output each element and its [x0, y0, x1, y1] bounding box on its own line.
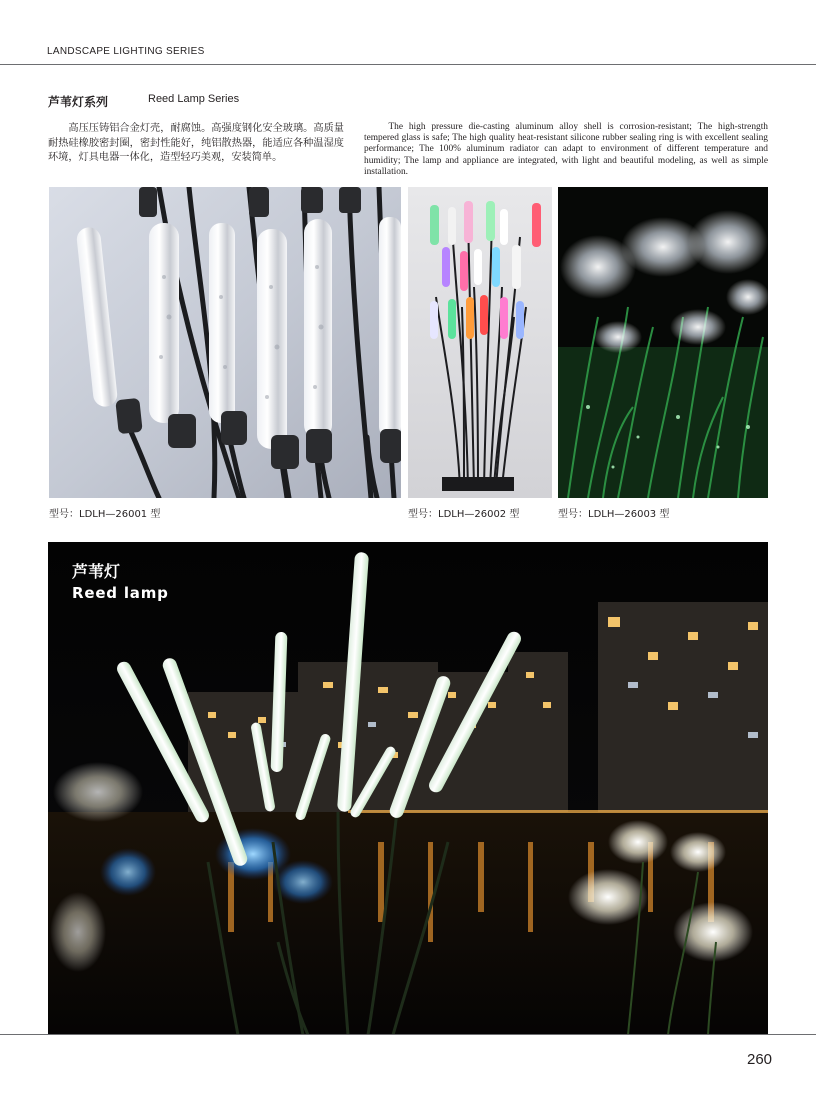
- header-divider: [0, 64, 816, 65]
- footer-divider: [0, 1034, 816, 1035]
- series-header: LANDSCAPE LIGHTING SERIES: [47, 46, 205, 57]
- model-label-26001: 型号：LDLH—26001 型: [49, 509, 161, 520]
- banner-title-cn: 芦苇灯: [72, 562, 121, 581]
- description-cn: 高压压铸铝合金灯壳，耐腐蚀。高强度钢化安全玻璃。高质量耐热硅橡胶密封圈，密封性能好，纯铝散热器，能适应各种温湿度环境，灯具电器一体化，造型轻巧美观，安装简单。: [48, 123, 344, 163]
- banner-title-en: Reed lamp: [72, 584, 169, 602]
- section-title-cn: 芦苇灯系列: [48, 95, 109, 109]
- section-title-en: Reed Lamp Series: [148, 93, 240, 105]
- product-photo-26001: [49, 187, 401, 498]
- product-photo-26003: [558, 187, 768, 498]
- description-en: The high pressure die-casting aluminum alloy shell is corrosion-resistant; The high-strength tempered glass is safe; The high quality heat-resistant silicone rubber sealing ring is with excellent sealing performance; The 100% aluminum radiator can adapt to environment of different temperature and humidity; The lamp and appliance are integrated, with light and beautiful modeling, as well as simple installation.: [364, 122, 768, 177]
- page-number: 260: [747, 1051, 773, 1068]
- model-label-26002: 型号：LDLH—26002 型: [408, 509, 520, 520]
- product-photo-26002: [408, 187, 552, 498]
- model-label-26003: 型号：LDLH—26003 型: [558, 509, 670, 520]
- night-scene-photo: [48, 542, 768, 1035]
